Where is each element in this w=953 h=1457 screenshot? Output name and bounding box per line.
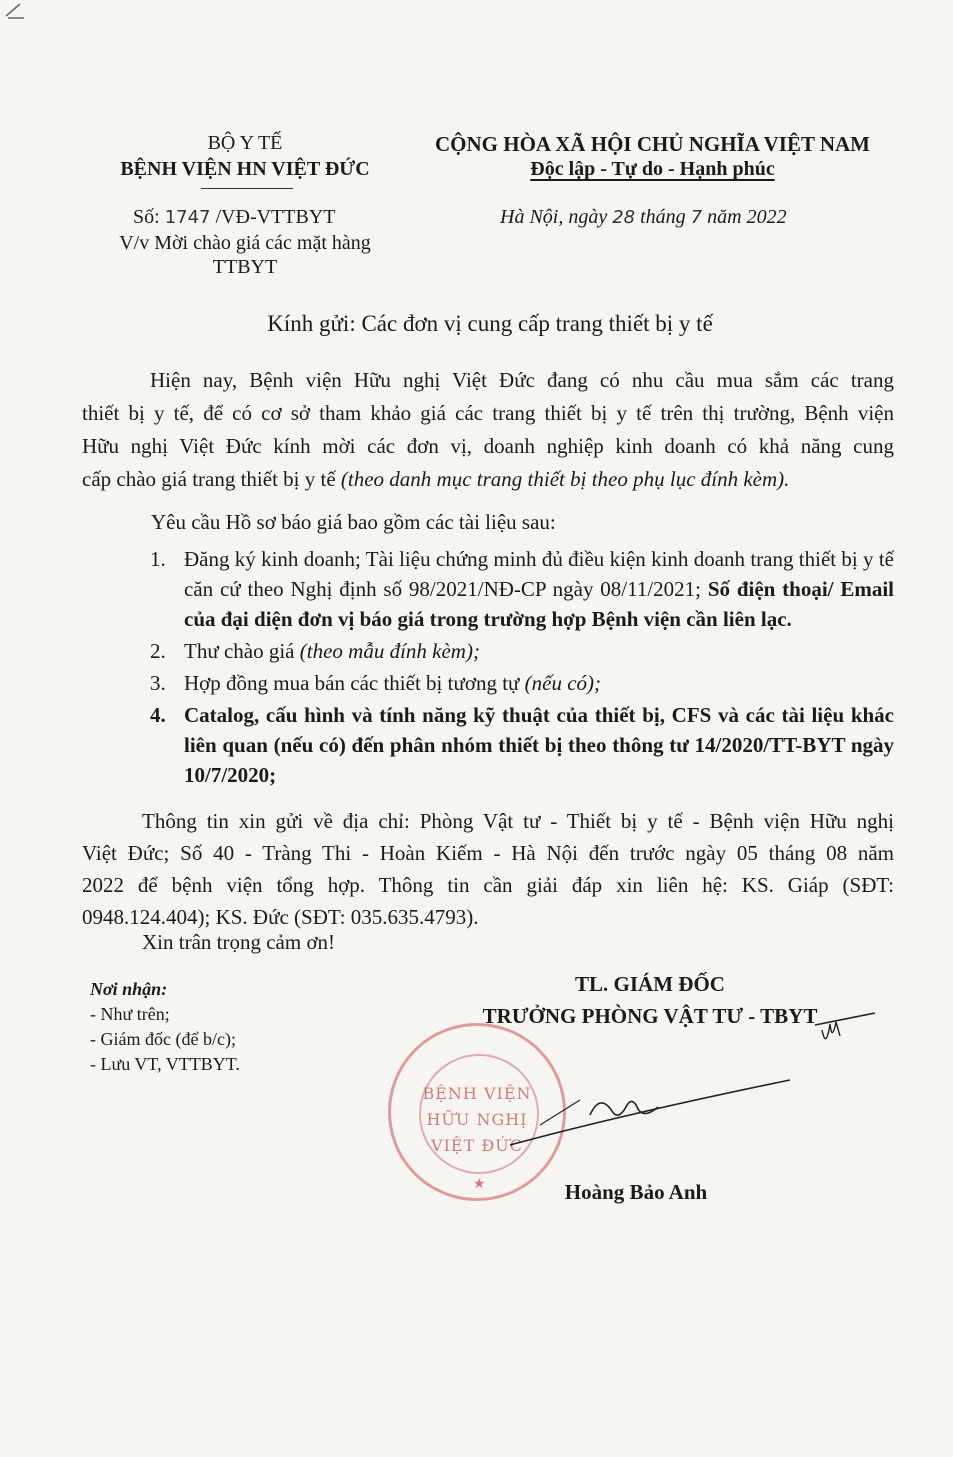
contact-line-4: 0948.124.404); KS. Đức (SĐT: 035.635.4793). <box>82 905 479 929</box>
intro-line-3: Hữu nghị Việt Đức kính mời các đơn vị, doanh nghiệp kinh doanh có khả năng cung <box>82 434 894 458</box>
requirements-intro: Yêu cầu Hồ sơ báo giá bao gồm các tài liệu sau: <box>151 510 556 534</box>
contact-line-1: Thông tin xin gửi về địa chỉ: Phòng Vật tư - Thiết bị y tế - Bệnh viện Hữu nghị <box>142 809 894 833</box>
intro-line-4: cấp chào giá trang thiết bị y tế (theo danh mục trang thiết bị theo phụ lục đính kèm). <box>82 467 790 491</box>
stamp-star-icon: ★ <box>473 1177 486 1192</box>
contact-line-2: Việt Đức; Số 40 - Tràng Thi - Hoàn Kiếm - Hà Nội đến trước ngày 05 tháng 08 năm <box>82 841 894 865</box>
handwritten-day: 28 <box>612 207 636 228</box>
signer-name: Hoàng Bảo Anh <box>564 1180 708 1204</box>
handwritten-ref-number: 1747 <box>164 207 211 228</box>
country-name: CỘNG HÒA XÃ HỘI CHỦ NGHĨA VIỆT NAM <box>434 132 871 156</box>
recipient-item: - Lưu VT, VTTBYT. <box>90 1054 240 1074</box>
intro-line-2: thiết bị y tế, để có cơ sở tham khảo giá các trang thiết bị y tế trên thị trường, Bệnh viện <box>82 401 894 425</box>
recipient-item: - Giám đốc (để b/c); <box>90 1029 236 1049</box>
signature-position: TRƯỞNG PHÒNG VẬT TƯ - TBYT <box>482 1004 818 1028</box>
greeting: Kính gửi: Các đơn vị cung cấp trang thiết bị y tế <box>267 311 713 336</box>
requirements-list <box>150 544 895 790</box>
hospital-name: BỆNH VIỆN HN VIỆT ĐỨC <box>120 158 370 180</box>
reference-number: Số: 1747 /VĐ-VTTBYT <box>133 206 336 228</box>
requirement-item: 4. Catalog, cấu hình và tính năng kỹ thuật của thiết bị, CFS và các tài liệu khác liên quan (nếu có) đến phân nhóm thiết bị theo thông tư 14/2020/TT-BYT ngày 10/7/2020; <box>150 703 894 787</box>
intro-line-1: Hiện nay, Bệnh viện Hữu nghị Việt Đức đang có nhu cầu mua sắm các trang <box>150 368 894 392</box>
official-stamp: BỆNH VIỆN HỮU NGHỊ VIỆT ĐỨC ★ <box>388 1023 566 1201</box>
recipients-title: Nơi nhận: <box>90 979 168 999</box>
handwritten-month: 7 <box>690 207 703 228</box>
national-motto: Độc lập - Tự do - Hạnh phúc <box>530 158 775 180</box>
intro-paragraph <box>82 364 894 496</box>
corner-mark-icon <box>2 0 32 24</box>
hospital-underline <box>201 188 293 189</box>
contact-paragraph <box>82 805 894 933</box>
subject-line-1: V/v Mời chào giá các mặt hàng <box>119 232 371 254</box>
recipients-block <box>90 977 240 1077</box>
closing-thanks: Xin trân trọng cảm ơn! <box>142 930 336 954</box>
signature-on-behalf: TL. GIÁM ĐỐC <box>575 972 725 996</box>
ministry-name: BỘ Y TẾ <box>207 132 283 154</box>
requirement-item: 3. Hợp đồng mua bán các thiết bị tương tự (nếu có); <box>150 671 602 695</box>
requirement-item: 2. Thư chào giá (theo mẫu đính kèm); <box>150 639 480 663</box>
requirement-item: 1. Đăng ký kinh doanh; Tài liệu chứng minh đủ điều kiện kinh doanh trang thiết bị y tế căn cứ theo Nghị định số 98/2021/NĐ-CP ngày 08/11/2021; Số điện thoại/ Email của đại diện đơn vị báo giá trong trường hợp Bệnh viện cần liên lạc. <box>150 547 895 631</box>
contact-line-3: 2022 để bệnh viện tổng hợp. Thông tin cần giải đáp xin liên hệ: KS. Giáp (SĐT: <box>82 873 894 897</box>
signature-scribble-icon <box>500 1005 880 1155</box>
document-date: Hà Nội, ngày 28 tháng 7 năm 2022 <box>500 206 787 228</box>
recipient-item: - Như trên; <box>90 1004 170 1024</box>
subject-line-2: TTBYT <box>212 256 278 278</box>
